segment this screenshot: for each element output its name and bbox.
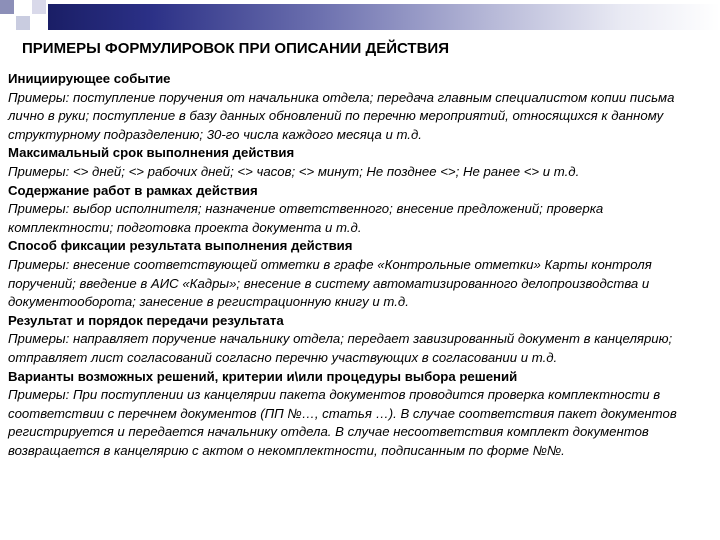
section-example-decision-options: Примеры: При поступлении из канцелярии пакета документов проводится проверка комплектности в соответствии с перечнем документов (ПП №…, статья …). В случае соответствия пакет документов регистрируется и передается начальнику отдела. В случае несоответствия комплект документов возвращается в канцелярию с актом о некомплектности, подписанным по форме №№. [8, 387, 677, 458]
section-example-result-transfer: Примеры: направляет поручение начальнику отдела; передает завизированный документ в канцелярию; отправляет лист согласований согласно перечню участвующих в согласовании и т.д. [8, 331, 673, 365]
section-heading-max-term: Максимальный срок выполнения действия [8, 145, 295, 161]
slide-title: ПРИМЕРЫ ФОРМУЛИРОВОК ПРИ ОПИСАНИИ ДЕЙСТВИЯ [22, 40, 449, 57]
section-heading-initiating-event: Инициирующее событие [8, 71, 171, 86]
checker-square [0, 16, 14, 30]
gradient-bar [48, 4, 720, 30]
header-decoration [0, 0, 720, 36]
checker-square [0, 0, 14, 14]
section-example-max-term: Примеры: <> дней; <> рабочих дней; <> часов; <> минут; Не позднее <>; Не ранее <> и т.д. [8, 163, 580, 179]
checker-pattern [0, 0, 46, 36]
checker-square [16, 0, 30, 14]
section-heading-result-transfer: Результат и порядок передачи результата [8, 312, 284, 328]
section-example-work-content: Примеры: выбор исполнителя; назначение ответственного; внесение предложений; проверка комплектности; подготовка проекта документа и т.д. [8, 201, 604, 235]
section-heading-work-content: Содержание работ в рамках действия [8, 182, 258, 198]
checker-square [32, 0, 46, 14]
section-example-initiating-event: Примеры: поступление поручения от начальника отдела; передача главным специалистом копии письма лично в руки; поступление в базу данных обновлений по перечню мероприятий, относящихся к данному структурному подразделению; 30-го числа каждого месяца и т.д. [8, 89, 675, 142]
checker-square [32, 16, 46, 30]
section-heading-decision-options: Варианты возможных решений, критерии и\или процедуры выбора решений [8, 368, 518, 384]
section-heading-result-recording: Способ фиксации результата выполнения действия [8, 238, 353, 254]
slide-content [8, 70, 708, 460]
section-example-result-recording: Примеры: внесение соответствующей отметки в графе «Контрольные отметки» Карты контроля поручений; введение в АИС «Кадры»; внесение в систему автоматизированного делопроизводства и документооборота; занесение в регистрационную книгу и т.д. [8, 256, 652, 310]
checker-square [16, 16, 30, 30]
